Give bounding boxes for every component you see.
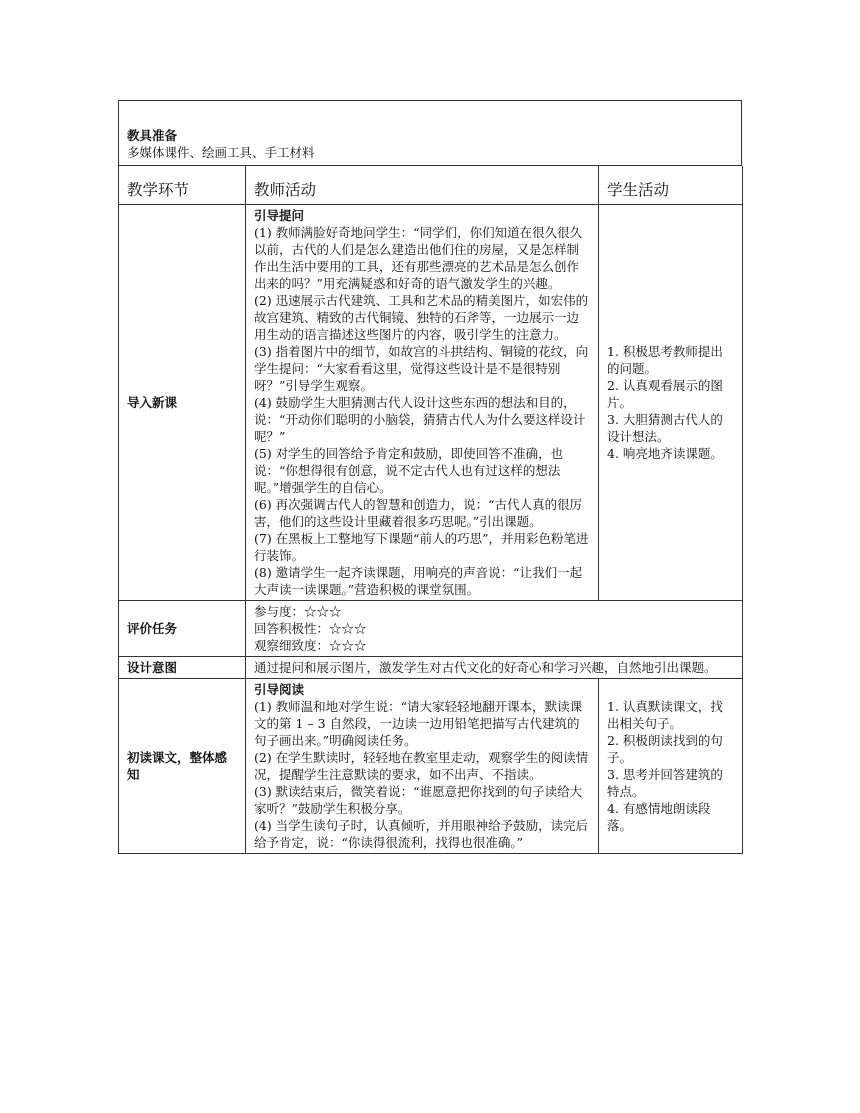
header-student: 学生活动: [599, 166, 743, 204]
evaluation-item: 回答积极性：☆☆☆: [254, 620, 367, 636]
intro-student: [599, 204, 743, 600]
lesson-table: [118, 166, 743, 854]
intro-teacher-title: 引导提问: [254, 207, 305, 223]
reading-student-item: 2. 积极朗读找到的句子。: [607, 732, 723, 765]
intro-teacher-item: (5) 对学生的回答给予肯定和鼓励，即使回答不准确，也说：“你想得很有创意，说不定古代人也有过这样的想法呢。”增强学生的自信心。: [254, 445, 564, 495]
materials-title: 教具准备: [127, 128, 178, 143]
reading-student-item: 1. 认真默读课文，找出相关句子。: [607, 698, 723, 731]
intro-teacher-item: (7) 在黑板上工整地写下课题“前人的巧思”，并用彩色粉笔进行装饰。: [254, 530, 589, 563]
intro-teacher-item: (4) 鼓励学生大胆猜测古代人设计这些东西的想法和目的，说：“开动你们聪明的小脑袋，猜猜古代人为什么要这样设计呢？”: [254, 394, 586, 444]
design-content: 通过提问和展示图片，激发学生对古代文化的好奇心和学习兴趣，自然地引出课题。: [246, 656, 743, 678]
materials-table: [118, 100, 742, 166]
reading-teacher-item: (1) 教师温和地对学生说：“请大家轻轻地翻开课本，默读课文的第 1 – 3 自然段，一边读一边用铅笔把描写古代建筑的句子画出来。”明确阅读任务。: [254, 698, 583, 748]
evaluation-stage: 评价任务: [119, 600, 246, 656]
materials-cell: [119, 101, 742, 166]
evaluation-item: 参与度：☆☆☆: [254, 603, 342, 619]
materials-content: 多媒体课件、绘画工具、手工材料: [127, 145, 315, 160]
reading-student-item: 4. 有感情地朗读段落。: [607, 800, 711, 833]
intro-student-item: 4. 响亮地齐读课题。: [607, 445, 723, 461]
intro-teacher-item: (6) 再次强调古代人的智慧和创造力，说：“古代人真的很厉害，他们的这些设计里藏着很多巧思呢。”引出课题。: [254, 496, 583, 529]
reading-student: [599, 678, 743, 853]
table-header: [119, 166, 743, 204]
intro-student-item: 1. 积极思考教师提出的问题。: [607, 343, 723, 376]
header-teacher: 教师活动: [246, 166, 599, 204]
intro-teacher-item: (1) 教师满脸好奇地问学生：“同学们，你们知道在很久很久以前，古代的人们是怎么建造出他们住的房屋，又是怎样制作出生活中要用的工具，还有那些漂亮的艺术品是怎么创作出来的吗？”用充满疑惑和好奇的语气激发学生的兴趣。: [254, 224, 583, 291]
reading-student-item: 3. 思考并回答建筑的特点。: [607, 766, 723, 799]
header-stage: 教学环节: [119, 166, 246, 204]
reading-teacher-title: 引导阅读: [254, 681, 305, 697]
reading-teacher-item: (3) 默读结束后，微笑着说：“谁愿意把你找到的句子读给大家听？”鼓励学生积极分享。: [254, 783, 583, 816]
reading-teacher: [246, 678, 599, 853]
reading-teacher-item: (4) 当学生读句子时，认真倾听，并用眼神给予鼓励，读完后给予肯定，说：“你读得很流利，找得也很准确。”: [254, 817, 589, 850]
lesson-plan: [118, 100, 742, 854]
evaluation-row: [119, 600, 743, 656]
reading-row: [119, 678, 743, 853]
intro-teacher-item: (3) 指着图片中的细节，如故宫的斗拱结构、铜镜的花纹，向学生提问：“大家看看这里，觉得这些设计是不是很特别呀？”引导学生观察。: [254, 343, 589, 393]
evaluation-item: 观察细致度：☆☆☆: [254, 637, 367, 653]
intro-stage: 导入新课: [119, 204, 246, 600]
intro-student-item: 3. 大胆猜测古代人的设计想法。: [607, 411, 723, 444]
intro-row: [119, 204, 743, 600]
intro-teacher: [246, 204, 599, 600]
intro-teacher-item: (2) 迅速展示古代建筑、工具和艺术品的精美图片，如宏伟的故宫建筑、精致的古代铜镜、独特的石斧等，一边展示一边用生动的语言描述这些图片的内容，吸引学生的注意力。: [254, 292, 589, 342]
reading-teacher-item: (2) 在学生默读时，轻轻地在教室里走动，观察学生的阅读情况，提醒学生注意默读的要求，如不出声、不指读。: [254, 749, 589, 782]
intro-student-item: 2. 认真观看展示的图片。: [607, 377, 723, 410]
intro-teacher-item: (8) 邀请学生一起齐读课题，用响亮的声音说：“让我们一起大声读一读课题。”营造积极的课堂氛围。: [254, 564, 583, 597]
design-stage: 设计意图: [119, 656, 246, 678]
design-row: [119, 656, 743, 678]
evaluation-content: [246, 600, 743, 656]
reading-stage: 初读课文，整体感知: [119, 678, 246, 853]
